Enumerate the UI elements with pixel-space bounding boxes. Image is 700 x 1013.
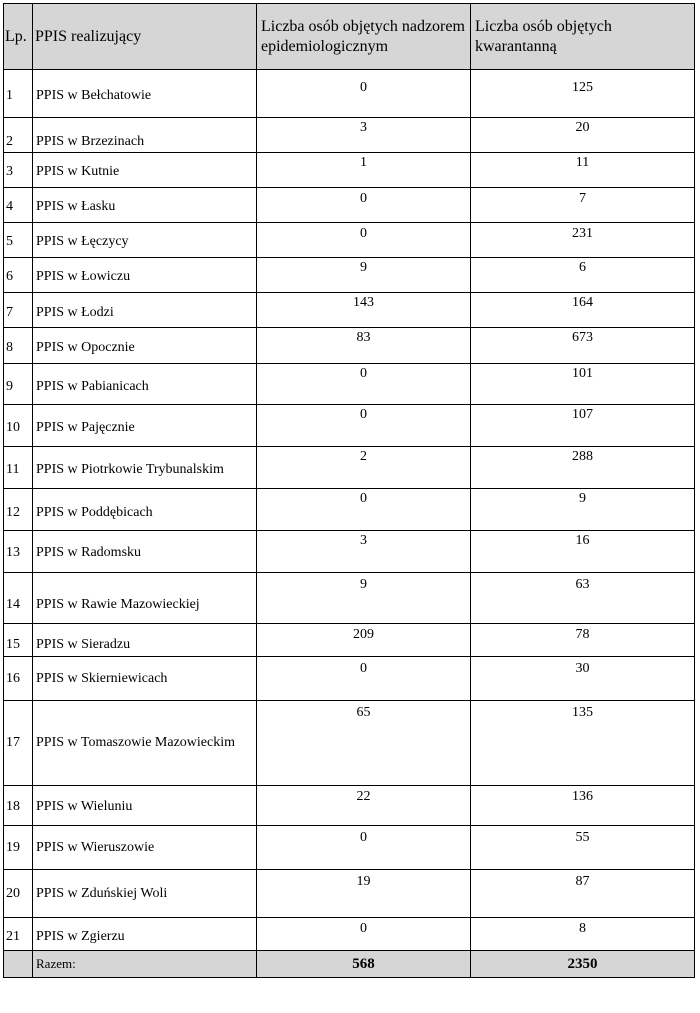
row-supervision: 0: [257, 489, 471, 531]
surveillance-table: [3, 3, 695, 978]
row-quarantine: 30: [471, 657, 695, 701]
row-lp: 21: [4, 918, 33, 951]
row-quarantine: 11: [471, 153, 695, 188]
row-supervision: 0: [257, 188, 471, 223]
row-lp: 7: [4, 293, 33, 328]
table-footer: [4, 951, 695, 978]
row-name: PPIS w Sieradzu: [33, 624, 257, 657]
table-row: [4, 70, 695, 118]
table-row: [4, 701, 695, 786]
row-quarantine: 673: [471, 328, 695, 364]
table-row: [4, 364, 695, 405]
table-row: [4, 153, 695, 188]
row-supervision: 9: [257, 258, 471, 293]
row-name: PPIS w Brzezinach: [33, 118, 257, 153]
row-quarantine: 20: [471, 118, 695, 153]
row-lp: 12: [4, 489, 33, 531]
row-supervision: 1: [257, 153, 471, 188]
row-supervision: 22: [257, 786, 471, 826]
row-supervision: 65: [257, 701, 471, 786]
row-name: PPIS w Pabianicach: [33, 364, 257, 405]
row-name: PPIS w Pajęcznie: [33, 405, 257, 447]
table-row: [4, 447, 695, 489]
table-row: [4, 405, 695, 447]
row-quarantine: 9: [471, 489, 695, 531]
row-lp: 6: [4, 258, 33, 293]
table-row: [4, 489, 695, 531]
row-supervision: 143: [257, 293, 471, 328]
row-name: PPIS w Łęczycy: [33, 223, 257, 258]
table-row: [4, 293, 695, 328]
row-name: PPIS w Wieluniu: [33, 786, 257, 826]
row-quarantine: 135: [471, 701, 695, 786]
row-supervision: 0: [257, 405, 471, 447]
table-row: [4, 573, 695, 624]
row-supervision: 0: [257, 364, 471, 405]
row-name: PPIS w Piotrkowie Trybunalskim: [33, 447, 257, 489]
row-name: PPIS w Łowiczu: [33, 258, 257, 293]
row-supervision: 0: [257, 223, 471, 258]
row-lp: 5: [4, 223, 33, 258]
row-quarantine: 164: [471, 293, 695, 328]
header-quarantine: Liczba osób objętych kwarantanną: [471, 4, 695, 70]
row-quarantine: 8: [471, 918, 695, 951]
row-quarantine: 125: [471, 70, 695, 118]
row-lp: 14: [4, 573, 33, 624]
row-lp: 15: [4, 624, 33, 657]
table-row: [4, 870, 695, 918]
row-supervision: 3: [257, 531, 471, 573]
row-quarantine: 63: [471, 573, 695, 624]
row-lp: 3: [4, 153, 33, 188]
row-quarantine: 136: [471, 786, 695, 826]
row-name: PPIS w Kutnie: [33, 153, 257, 188]
row-quarantine: 101: [471, 364, 695, 405]
table-row: [4, 657, 695, 701]
row-name: PPIS w Skierniewicach: [33, 657, 257, 701]
table-body: [4, 70, 695, 951]
row-quarantine: 55: [471, 826, 695, 870]
row-lp: 11: [4, 447, 33, 489]
header-supervision: Liczba osób objętych nadzorem epidemiologicznym: [257, 4, 471, 70]
row-supervision: 0: [257, 657, 471, 701]
row-lp: 17: [4, 701, 33, 786]
table-row: [4, 918, 695, 951]
row-name: PPIS w Poddębicach: [33, 489, 257, 531]
row-lp: 18: [4, 786, 33, 826]
table-row: [4, 328, 695, 364]
row-lp: 19: [4, 826, 33, 870]
row-name: PPIS w Opocznie: [33, 328, 257, 364]
row-lp: 1: [4, 70, 33, 118]
row-quarantine: 7: [471, 188, 695, 223]
table-row: [4, 223, 695, 258]
row-name: PPIS w Zduńskiej Woli: [33, 870, 257, 918]
row-supervision: 0: [257, 826, 471, 870]
row-supervision: 0: [257, 918, 471, 951]
table-row: [4, 258, 695, 293]
row-supervision: 0: [257, 70, 471, 118]
row-quarantine: 87: [471, 870, 695, 918]
table-row: [4, 118, 695, 153]
row-lp: 2: [4, 118, 33, 153]
header-name: PPIS realizujący: [33, 4, 257, 70]
row-name: PPIS w Tomaszowie Mazowieckim: [33, 701, 257, 786]
row-lp: 4: [4, 188, 33, 223]
row-lp: 13: [4, 531, 33, 573]
row-supervision: 83: [257, 328, 471, 364]
row-supervision: 9: [257, 573, 471, 624]
table-row: [4, 188, 695, 223]
row-lp: 9: [4, 364, 33, 405]
row-name: PPIS w Łodzi: [33, 293, 257, 328]
row-name: PPIS w Rawie Mazowieckiej: [33, 573, 257, 624]
table-header: [4, 4, 695, 70]
total-label: Razem:: [33, 951, 257, 978]
table-row: [4, 531, 695, 573]
row-quarantine: 6: [471, 258, 695, 293]
total-lp-cell: [4, 951, 33, 978]
row-name: PPIS w Wieruszowie: [33, 826, 257, 870]
row-quarantine: 16: [471, 531, 695, 573]
row-quarantine: 78: [471, 624, 695, 657]
row-name: PPIS w Radomsku: [33, 531, 257, 573]
row-name: PPIS w Łasku: [33, 188, 257, 223]
row-quarantine: 107: [471, 405, 695, 447]
row-lp: 8: [4, 328, 33, 364]
row-lp: 20: [4, 870, 33, 918]
row-name: PPIS w Zgierzu: [33, 918, 257, 951]
header-lp: Lp.: [4, 4, 33, 70]
total-supervision: 568: [257, 951, 471, 978]
total-quarantine: 2350: [471, 951, 695, 978]
row-supervision: 19: [257, 870, 471, 918]
row-supervision: 209: [257, 624, 471, 657]
row-supervision: 2: [257, 447, 471, 489]
table-row: [4, 786, 695, 826]
row-lp: 10: [4, 405, 33, 447]
row-supervision: 3: [257, 118, 471, 153]
row-lp: 16: [4, 657, 33, 701]
row-quarantine: 288: [471, 447, 695, 489]
table-row: [4, 826, 695, 870]
row-name: PPIS w Bełchatowie: [33, 70, 257, 118]
row-quarantine: 231: [471, 223, 695, 258]
table-row: [4, 624, 695, 657]
